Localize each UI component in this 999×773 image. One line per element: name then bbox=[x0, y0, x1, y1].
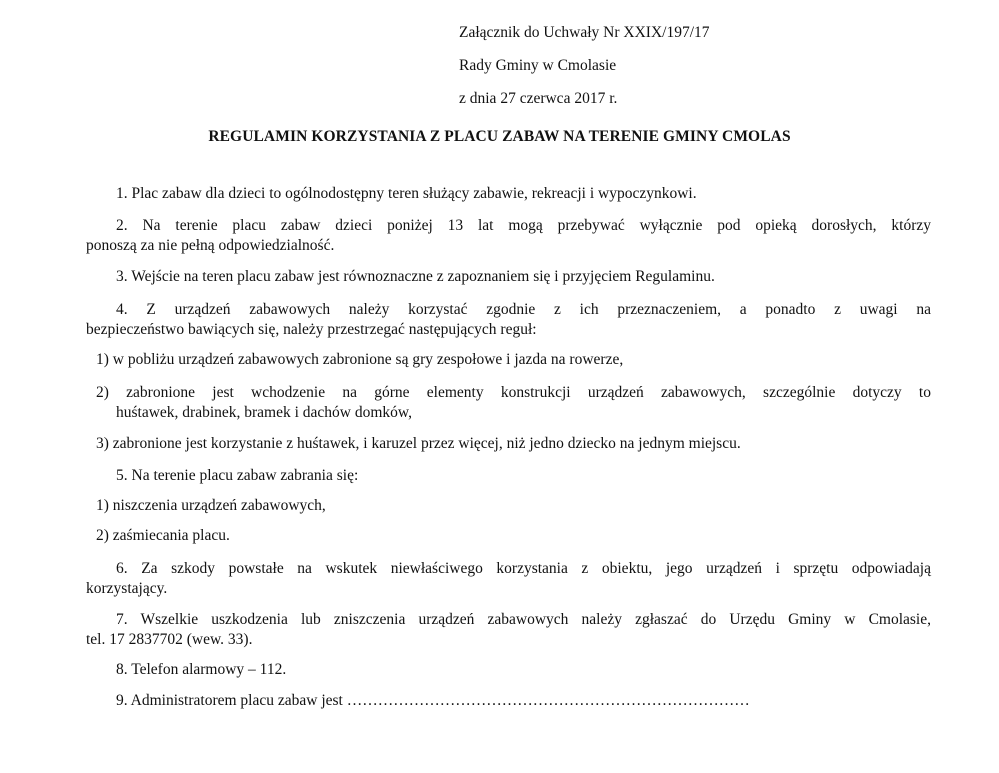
rule-5-text: 5. Na terenie placu zabaw zabrania się: bbox=[116, 467, 359, 484]
rule-4-subitem-1 bbox=[96, 350, 931, 370]
annex-header-line: Załącznik do Uchwały Nr XXIX/197/17 bbox=[459, 24, 710, 41]
annex-header-council: Rady Gminy w Cmolasie bbox=[459, 57, 617, 74]
annex-header-date: z dnia 27 czerwca 2017 r. bbox=[459, 90, 618, 107]
rule-4-line-2: bezpieczeństwo bawiących się, należy przestrzegać następujących reguł: bbox=[86, 321, 537, 338]
rule-5-subitem-1-text: 1) niszczenia urządzeń zabawowych, bbox=[96, 497, 326, 514]
rule-8-text: 8. Telefon alarmowy – 112. bbox=[116, 661, 287, 678]
rule-4-subitem-2-line-2: huśtawek, drabinek, bramek i dachów domków, bbox=[116, 404, 412, 421]
rule-4-subitem-2-line-1: 2) zabronione jest wchodzenie na górne elementy konstrukcji urządzeń zabawowych, szczególnie dotyczy to bbox=[96, 384, 931, 401]
rule-1 bbox=[86, 184, 931, 204]
rule-9 bbox=[86, 691, 931, 711]
rule-4-line-1: 4. Z urządzeń zabawowych należy korzystać zgodnie z ich przeznaczeniem, a ponadto z uwagi na bbox=[116, 301, 931, 318]
rule-2-line-2: ponoszą za nie pełną odpowiedzialność. bbox=[86, 237, 335, 254]
document-title: REGULAMIN KORZYSTANIA Z PLACU ZABAW NA TERENIE GMINY CMOLAS bbox=[208, 128, 791, 145]
rule-4-subitem-1-text: 1) w pobliżu urządzeń zabawowych zabronione są gry zespołowe i jazda na rowerze, bbox=[96, 351, 624, 368]
rule-8 bbox=[86, 660, 931, 680]
rule-7-line-1: 7. Wszelkie uszkodzenia lub zniszczenia urządzeń zabawowych należy zgłaszać do Urzędu Gminy w Cmolasie, bbox=[116, 611, 931, 628]
rule-5-subitem-2-text: 2) zaśmiecania placu. bbox=[96, 527, 230, 544]
rule-9-text: 9. Administratorem placu zabaw jest …………………………………………………………………… bbox=[116, 692, 750, 709]
rule-7-line-2: tel. 17 2837702 (wew. 33). bbox=[86, 631, 253, 648]
rule-4-subitem-3 bbox=[96, 434, 931, 454]
rule-5-subitem-1 bbox=[96, 496, 931, 516]
rule-6-line-1: 6. Za szkody powstałe na wskutek niewłaściwego korzystania z obiektu, jego urządzeń i sprzętu odpowiadają bbox=[116, 560, 931, 577]
rule-5 bbox=[86, 466, 931, 486]
rule-3 bbox=[86, 267, 931, 287]
rule-2-line-1: 2. Na terenie placu zabaw dzieci poniżej 13 lat mogą przebywać wyłącznie pod opieką dorosłych, którzy bbox=[116, 217, 931, 234]
rule-6-line-2: korzystający. bbox=[86, 580, 168, 597]
rule-2 bbox=[86, 216, 931, 256]
rule-5-subitem-2 bbox=[96, 526, 931, 546]
rule-3-text: 3. Wejście na teren placu zabaw jest równoznaczne z zapoznaniem się i przyjęciem Regulaminu. bbox=[116, 268, 715, 285]
rule-4 bbox=[86, 300, 931, 340]
rule-6 bbox=[86, 559, 931, 599]
rule-1-text: 1. Plac zabaw dla dzieci to ogólnodostępny teren służący zabawie, rekreacji i wypoczynkowi. bbox=[116, 185, 697, 202]
rule-4-subitem-2 bbox=[96, 383, 931, 423]
rule-7 bbox=[86, 610, 931, 650]
rule-4-subitem-3-text: 3) zabronione jest korzystanie z huśtawek, i karuzel przez więcej, niż jedno dziecko na jednym miejscu. bbox=[96, 435, 741, 452]
